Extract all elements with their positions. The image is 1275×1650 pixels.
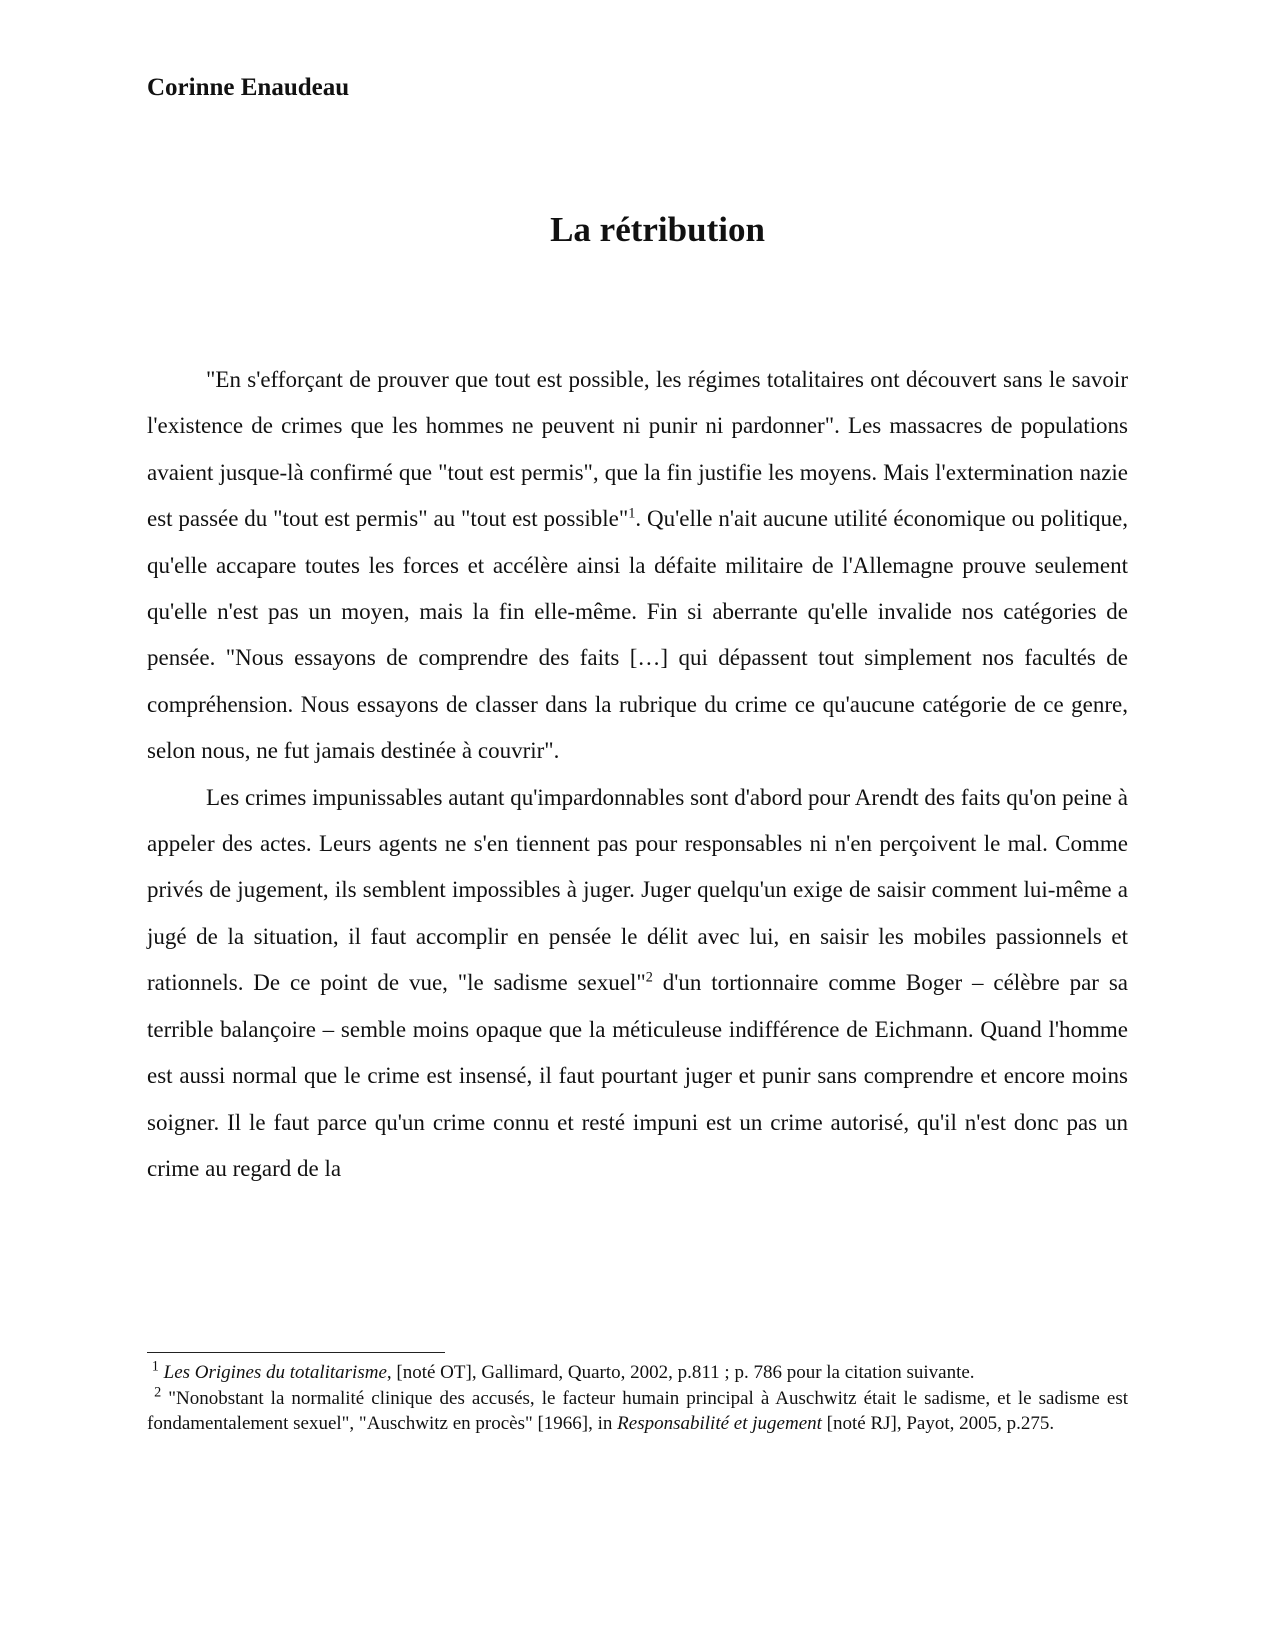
paragraph-1-text-a: "En s'efforçant de prouver que tout est possible, les régimes totalitaires ont découvert sans le savoir l'existence de crimes que les hommes ne peuvent ni punir ni pardonner". Les massacres de populations avaient jusque-là confirmé que "tout est permis", que la fin justifie les moyens. Mais l'extermination nazie est passée du "tout est permis" au "tout est possible" (147, 367, 1128, 532)
paragraph-1 (147, 357, 1128, 775)
paragraph-2-text-a: Les crimes impunissables autant qu'impardonnables sont d'abord pour Arendt des faits qu'on peine à appeler des actes. Leurs agents ne s'en tiennent pas pour responsables ni n'en perçoivent le mal. Comme privés de jugement, ils semblent impossibles à juger. Juger quelqu'un exige de saisir comment lui-même a jugé de la situation, il faut accomplir en pensée le délit avec lui, en saisir les mobiles passionnels et rationnels. De ce point de vue, "le sadisme sexuel" (147, 784, 1128, 996)
footnote-2-number: 2 (154, 1384, 162, 1401)
footnote-separator (147, 1352, 445, 1353)
footnote-ref-2[interactable]: 2 (645, 969, 653, 986)
footnote-2-title: Responsabilité et jugement (617, 1413, 822, 1434)
footnote-ref-1[interactable]: 1 (628, 505, 636, 522)
body-text (147, 357, 1128, 1192)
paragraph-2 (147, 775, 1128, 1193)
footnote-2-text-a: "Nonobstant la normalité clinique des accusés, le facteur humain principal à Auschwitz était le sadisme, et le sadisme est fondamentalement sexuel", "Auschwitz en procès" [1966], in (147, 1387, 1129, 1434)
paragraph-2-text-b: d'un tortionnaire comme Boger – célèbre par sa terrible balançoire – semble moins opaque que la méticuleuse indifférence de Eichmann. Quand l'homme est aussi normal que le crime est insensé, il faut pourtant juger et punir sans comprendre et encore moins soigner. Il le faut parce qu'un crime connu et resté impuni est un crime autorisé, qu'il n'est donc pas un crime au regard de la (147, 970, 1128, 1181)
footnotes (147, 1360, 1128, 1437)
footnote-1-text: , [noté OT], Gallimard, Quarto, 2002, p.811 ; p. 786 pour la citation suivante. (386, 1362, 975, 1383)
paragraph-1-text-b: . Qu'elle n'ait aucune utilité économique ou politique, qu'elle accapare toutes les forces et accélère ainsi la défaite militaire de l'Allemagne prouve seulement qu'elle n'est pas un moyen, mais la fin elle-même. Fin si aberrante qu'elle invalide nos catégories de pensée. "Nous essayons de comprendre des faits […] qui dépassent tout simplement nos facultés de compréhension. Nous essayons de classer dans la rubrique du crime ce qu'aucune catégorie de ce genre, selon nous, ne fut jamais destinée à couvrir". (147, 506, 1128, 764)
footnote-1-title: Les Origines du totalitarisme (163, 1362, 387, 1383)
page-title: La rétribution (550, 210, 765, 249)
author-name: Corinne Enaudeau (147, 74, 350, 101)
footnote-1 (147, 1360, 1128, 1386)
footnote-2 (147, 1386, 1128, 1437)
footnote-1-number: 1 (151, 1358, 159, 1375)
footnote-2-text-b: [noté RJ], Payot, 2005, p.275. (821, 1413, 1055, 1434)
